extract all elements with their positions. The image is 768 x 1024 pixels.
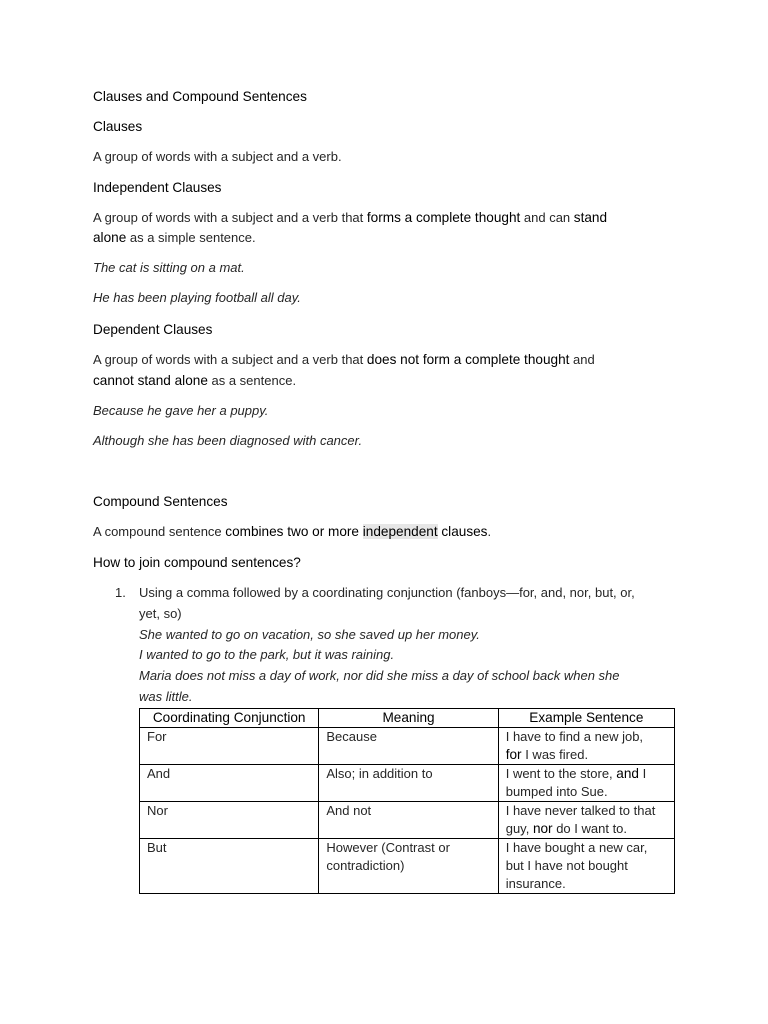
compound-definition: A compound sentence combines two or more independent clauses. [93, 524, 492, 539]
dependent-example-1: Because he gave her a puppy. [93, 403, 269, 418]
header-conjunction: Coordinating Conjunction [140, 709, 319, 728]
independent-definition-line2: alone as a simple sentence. [93, 230, 256, 245]
cell-meaning: However (Contrast or contradiction) [319, 839, 498, 894]
table-header-row [140, 709, 675, 728]
cell-example: I have bought a new car, but I have not bought insurance. [498, 839, 674, 894]
dependent-example-2: Although she has been diagnosed with cancer. [93, 433, 363, 448]
cell-meaning: Also; in addition to [319, 765, 498, 802]
independent-heading: Independent Clauses [93, 180, 222, 195]
compound-example-3-line2: was little. [139, 689, 193, 704]
compound-example-1: She wanted to go on vacation, so she saved up her money. [139, 627, 480, 642]
cell-conjunction: But [140, 839, 319, 894]
document-title: Clauses and Compound Sentences [93, 89, 307, 104]
list-item-text-line2: yet, so) [139, 606, 182, 621]
table-row [140, 728, 675, 765]
cell-meaning: And not [319, 802, 498, 839]
conjunction-table [139, 708, 675, 894]
how-to-join-heading: How to join compound sentences? [93, 555, 301, 570]
compound-example-3-line1: Maria does not miss a day of work, nor did she miss a day of school back when she [139, 668, 620, 683]
independent-example-2: He has been playing football all day. [93, 290, 301, 305]
clauses-definition: A group of words with a subject and a verb. [93, 149, 342, 164]
cell-conjunction: And [140, 765, 319, 802]
table-row [140, 839, 675, 894]
header-meaning: Meaning [319, 709, 498, 728]
compound-heading: Compound Sentences [93, 494, 228, 509]
list-item-text-line1: Using a comma followed by a coordinating conjunction (fanboys—for, and, nor, but, or, [139, 585, 635, 600]
cell-example: I went to the store, and I bumped into Sue. [498, 765, 674, 802]
compound-example-2: I wanted to go to the park, but it was raining. [139, 647, 395, 662]
cell-meaning: Because [319, 728, 498, 765]
table-row [140, 765, 675, 802]
header-example: Example Sentence [498, 709, 674, 728]
cell-example: I have never talked to that guy, nor do I want to. [498, 802, 674, 839]
table-row [140, 802, 675, 839]
clauses-heading: Clauses [93, 119, 143, 134]
dependent-heading: Dependent Clauses [93, 322, 213, 337]
dependent-definition-line2: cannot stand alone as a sentence. [93, 373, 297, 388]
independent-definition-line1: A group of words with a subject and a verb that forms a complete thought and can stand [93, 210, 608, 225]
cell-conjunction: For [140, 728, 319, 765]
dependent-definition-line1: A group of words with a subject and a verb that does not form a complete thought and [93, 352, 595, 367]
list-item-number: 1. [115, 585, 126, 600]
independent-example-1: The cat is sitting on a mat. [93, 260, 245, 275]
cell-conjunction: Nor [140, 802, 319, 839]
cell-example: I have to find a new job, for I was fired. [498, 728, 674, 765]
